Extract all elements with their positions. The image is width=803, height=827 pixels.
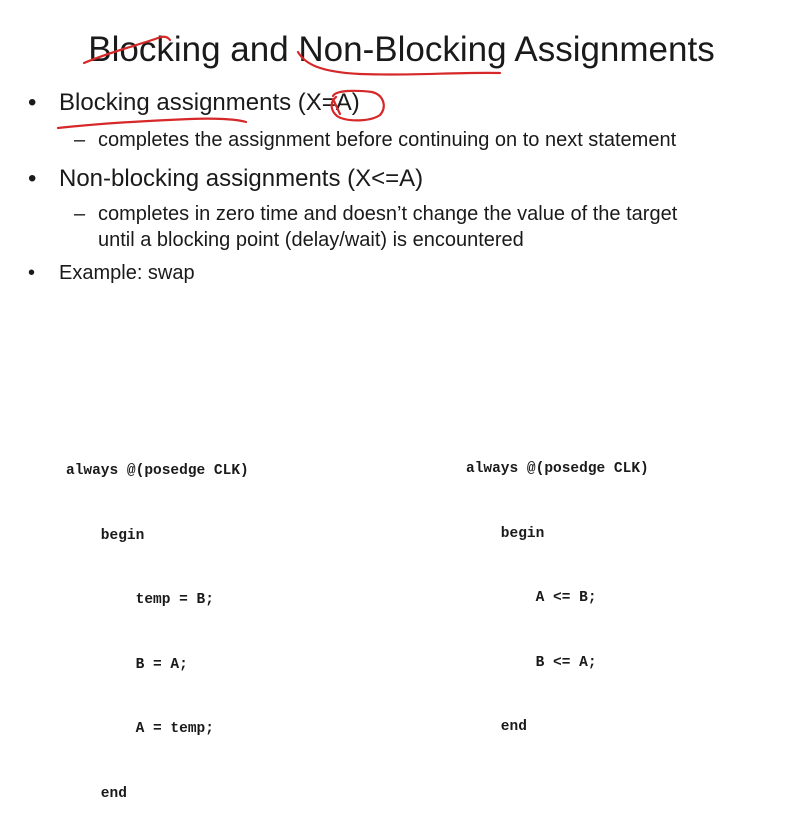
code-line: A <= B; <box>466 590 597 606</box>
sub-bullet-marker: – <box>74 203 86 225</box>
sub-bullet-text <box>98 127 676 153</box>
bullet-text: Blocking assignments (X=A) <box>59 89 360 116</box>
bullet-marker: • <box>28 262 36 284</box>
code-line: begin <box>466 525 545 542</box>
code-block-non-blocking <box>466 416 649 760</box>
code-line: begin <box>66 527 145 544</box>
bullet-text: Non-blocking assignments (X<=A) <box>59 165 424 192</box>
code-line: end <box>466 719 527 735</box>
slide-title: Blocking and Non-Blocking Assignments <box>88 30 715 69</box>
code-line: B <= A; <box>466 654 597 671</box>
sub-bullet-line: completes the assignment before continuing on to next statement <box>98 129 677 151</box>
sub-bullet-line: until a blocking point (delay/wait) is encountered <box>98 229 524 251</box>
sub-bullet-line: completes in zero time and doesn’t change the value of the target <box>98 203 678 225</box>
code-line: A = temp; <box>66 721 214 737</box>
bullet-text: Example: swap <box>59 262 195 284</box>
code-line: B = A; <box>66 656 188 673</box>
code-line: end <box>66 785 127 802</box>
bullet-marker: • <box>28 89 37 116</box>
code-block-blocking <box>66 418 249 827</box>
sub-bullet-text <box>98 201 677 253</box>
code-line: temp = B; <box>66 592 214 608</box>
code-line: always @(posedge CLK) <box>66 463 249 479</box>
code-line: always @(posedge CLK) <box>466 461 649 477</box>
bullet-marker: • <box>28 165 37 192</box>
sub-bullet-marker: – <box>74 129 86 151</box>
